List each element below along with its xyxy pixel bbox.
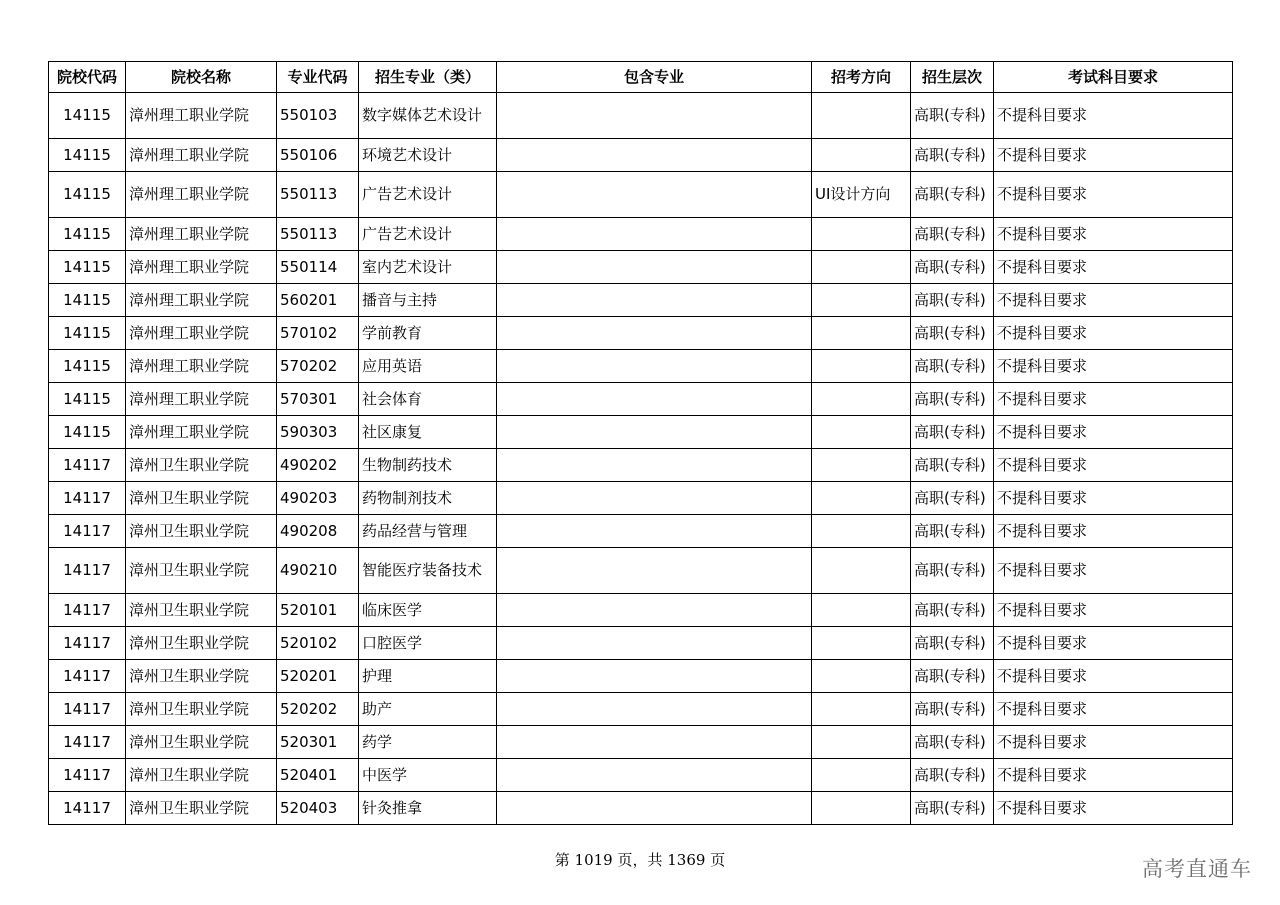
cell-included-majors: [497, 93, 812, 139]
cell-school-code: 14115: [49, 383, 126, 416]
table-row: [49, 449, 1233, 482]
cell-major: 口腔医学: [359, 627, 497, 660]
cell-major: 临床医学: [359, 594, 497, 627]
cell-major: 针灸推拿: [359, 792, 497, 825]
cell-subject-requirement: 不提科目要求: [994, 726, 1233, 759]
cell-subject-requirement: 不提科目要求: [994, 594, 1233, 627]
cell-subject-requirement: 不提科目要求: [994, 383, 1233, 416]
cell-major-code: 490203: [277, 482, 359, 515]
cell-major-code: 590303: [277, 416, 359, 449]
table-row: [49, 792, 1233, 825]
cell-school-code: 14115: [49, 251, 126, 284]
cell-major-code: 520101: [277, 594, 359, 627]
cell-school-code: 14117: [49, 515, 126, 548]
cell-major-code: 520102: [277, 627, 359, 660]
cell-direction: [812, 759, 911, 792]
cell-subject-requirement: 不提科目要求: [994, 449, 1233, 482]
cell-subject-requirement: 不提科目要求: [994, 627, 1233, 660]
table-body: [49, 93, 1233, 825]
cell-level: 高职(专科): [911, 548, 994, 594]
cell-included-majors: [497, 139, 812, 172]
cell-direction: [812, 515, 911, 548]
cell-school-code: 14117: [49, 449, 126, 482]
header-major-code: 专业代码: [277, 62, 359, 93]
cell-major: 生物制药技术: [359, 449, 497, 482]
cell-included-majors: [497, 726, 812, 759]
table-row: [49, 627, 1233, 660]
table-row: [49, 284, 1233, 317]
cell-direction: [812, 726, 911, 759]
cell-direction: [812, 693, 911, 726]
cell-direction: [812, 627, 911, 660]
cell-included-majors: [497, 172, 812, 218]
table-row: [49, 172, 1233, 218]
cell-level: 高职(专科): [911, 726, 994, 759]
cell-school-code: 14115: [49, 317, 126, 350]
cell-major: 播音与主持: [359, 284, 497, 317]
header-included-majors: 包含专业: [497, 62, 812, 93]
cell-school-name: 漳州卫生职业学院: [126, 594, 277, 627]
cell-included-majors: [497, 515, 812, 548]
cell-major-code: 520201: [277, 660, 359, 693]
cell-school-code: 14117: [49, 482, 126, 515]
cell-included-majors: [497, 594, 812, 627]
header-school-name: 院校名称: [126, 62, 277, 93]
cell-school-code: 14117: [49, 594, 126, 627]
cell-included-majors: [497, 317, 812, 350]
cell-direction: [812, 284, 911, 317]
table-row: [49, 482, 1233, 515]
cell-major-code: 560201: [277, 284, 359, 317]
cell-school-name: 漳州卫生职业学院: [126, 515, 277, 548]
cell-included-majors: [497, 759, 812, 792]
cell-major: 室内艺术设计: [359, 251, 497, 284]
cell-subject-requirement: 不提科目要求: [994, 317, 1233, 350]
table-row: [49, 218, 1233, 251]
table-row: [49, 317, 1233, 350]
cell-level: 高职(专科): [911, 251, 994, 284]
cell-level: 高职(专科): [911, 139, 994, 172]
cell-direction: [812, 251, 911, 284]
cell-major: 助产: [359, 693, 497, 726]
table-row: [49, 383, 1233, 416]
cell-school-code: 14117: [49, 759, 126, 792]
cell-major-code: 520401: [277, 759, 359, 792]
cell-level: 高职(专科): [911, 759, 994, 792]
cell-school-code: 14117: [49, 693, 126, 726]
cell-level: 高职(专科): [911, 93, 994, 139]
cell-school-code: 14115: [49, 350, 126, 383]
cell-school-name: 漳州卫生职业学院: [126, 726, 277, 759]
cell-included-majors: [497, 449, 812, 482]
cell-school-code: 14115: [49, 139, 126, 172]
cell-direction: [812, 482, 911, 515]
cell-major-code: 490208: [277, 515, 359, 548]
cell-school-code: 14115: [49, 93, 126, 139]
header-level: 招生层次: [911, 62, 994, 93]
cell-major: 社区康复: [359, 416, 497, 449]
cell-level: 高职(专科): [911, 350, 994, 383]
cell-major: 学前教育: [359, 317, 497, 350]
cell-major: 中医学: [359, 759, 497, 792]
cell-subject-requirement: 不提科目要求: [994, 515, 1233, 548]
cell-level: 高职(专科): [911, 627, 994, 660]
cell-school-name: 漳州卫生职业学院: [126, 660, 277, 693]
cell-school-name: 漳州卫生职业学院: [126, 449, 277, 482]
cell-included-majors: [497, 693, 812, 726]
cell-subject-requirement: 不提科目要求: [994, 284, 1233, 317]
cell-direction: [812, 416, 911, 449]
cell-school-name: 漳州理工职业学院: [126, 416, 277, 449]
cell-school-code: 14115: [49, 416, 126, 449]
cell-level: 高职(专科): [911, 284, 994, 317]
cell-school-code: 14115: [49, 284, 126, 317]
table-row: [49, 660, 1233, 693]
cell-direction: [812, 317, 911, 350]
table-row: [49, 251, 1233, 284]
cell-major: 药品经营与管理: [359, 515, 497, 548]
cell-school-name: 漳州卫生职业学院: [126, 482, 277, 515]
cell-school-name: 漳州理工职业学院: [126, 218, 277, 251]
cell-school-name: 漳州卫生职业学院: [126, 792, 277, 825]
cell-school-name: 漳州理工职业学院: [126, 172, 277, 218]
cell-direction: [812, 660, 911, 693]
cell-included-majors: [497, 792, 812, 825]
cell-major-code: 520202: [277, 693, 359, 726]
cell-level: 高职(专科): [911, 693, 994, 726]
cell-direction: [812, 350, 911, 383]
cell-school-name: 漳州卫生职业学院: [126, 627, 277, 660]
cell-included-majors: [497, 251, 812, 284]
cell-school-name: 漳州理工职业学院: [126, 317, 277, 350]
cell-direction: [812, 139, 911, 172]
cell-direction: [812, 594, 911, 627]
table-row: [49, 693, 1233, 726]
cell-level: 高职(专科): [911, 594, 994, 627]
cell-school-code: 14115: [49, 172, 126, 218]
cell-school-code: 14115: [49, 218, 126, 251]
cell-major-code: 550114: [277, 251, 359, 284]
cell-direction: [812, 383, 911, 416]
cell-school-name: 漳州理工职业学院: [126, 93, 277, 139]
cell-major-code: 550103: [277, 93, 359, 139]
cell-included-majors: [497, 482, 812, 515]
cell-direction: [812, 548, 911, 594]
cell-subject-requirement: 不提科目要求: [994, 251, 1233, 284]
cell-level: 高职(专科): [911, 383, 994, 416]
cell-school-name: 漳州理工职业学院: [126, 350, 277, 383]
cell-level: 高职(专科): [911, 515, 994, 548]
cell-major-code: 490202: [277, 449, 359, 482]
cell-major: 药学: [359, 726, 497, 759]
cell-major: 应用英语: [359, 350, 497, 383]
cell-level: 高职(专科): [911, 449, 994, 482]
header-school-code: 院校代码: [49, 62, 126, 93]
watermark-logo: 高考直通车: [1142, 857, 1252, 881]
cell-major: 社会体育: [359, 383, 497, 416]
cell-major: 智能医疗装备技术: [359, 548, 497, 594]
cell-major-code: 520301: [277, 726, 359, 759]
cell-included-majors: [497, 350, 812, 383]
cell-major-code: 550113: [277, 172, 359, 218]
cell-major-code: 550106: [277, 139, 359, 172]
cell-school-name: 漳州理工职业学院: [126, 284, 277, 317]
cell-direction: [812, 93, 911, 139]
cell-school-code: 14117: [49, 792, 126, 825]
table-row: [49, 416, 1233, 449]
cell-major-code: 570202: [277, 350, 359, 383]
table-row: [49, 594, 1233, 627]
cell-included-majors: [497, 416, 812, 449]
cell-school-code: 14117: [49, 726, 126, 759]
header-major: 招生专业（类）: [359, 62, 497, 93]
cell-school-name: 漳州理工职业学院: [126, 383, 277, 416]
cell-subject-requirement: 不提科目要求: [994, 139, 1233, 172]
cell-major-code: 490210: [277, 548, 359, 594]
cell-major: 药物制剂技术: [359, 482, 497, 515]
table-row: [49, 350, 1233, 383]
cell-included-majors: [497, 218, 812, 251]
cell-school-name: 漳州理工职业学院: [126, 139, 277, 172]
cell-major: 数字媒体艺术设计: [359, 93, 497, 139]
table-row: [49, 93, 1233, 139]
table-row: [49, 515, 1233, 548]
cell-school-name: 漳州卫生职业学院: [126, 693, 277, 726]
cell-subject-requirement: 不提科目要求: [994, 792, 1233, 825]
cell-subject-requirement: 不提科目要求: [994, 218, 1233, 251]
cell-subject-requirement: 不提科目要求: [994, 350, 1233, 383]
table-row: [49, 726, 1233, 759]
cell-subject-requirement: 不提科目要求: [994, 693, 1233, 726]
cell-direction: [812, 218, 911, 251]
cell-major-code: 550113: [277, 218, 359, 251]
page-number: 第 1019 页，共 1369 页: [554, 851, 726, 869]
header-subject-requirement: 考试科目要求: [994, 62, 1233, 93]
cell-subject-requirement: 不提科目要求: [994, 172, 1233, 218]
cell-direction: [812, 792, 911, 825]
cell-school-name: 漳州卫生职业学院: [126, 548, 277, 594]
cell-level: 高职(专科): [911, 660, 994, 693]
cell-level: 高职(专科): [911, 317, 994, 350]
cell-level: 高职(专科): [911, 172, 994, 218]
cell-major: 护理: [359, 660, 497, 693]
cell-school-code: 14117: [49, 548, 126, 594]
cell-major: 环境艺术设计: [359, 139, 497, 172]
cell-level: 高职(专科): [911, 416, 994, 449]
cell-included-majors: [497, 284, 812, 317]
cell-direction: [812, 449, 911, 482]
cell-subject-requirement: 不提科目要求: [994, 93, 1233, 139]
cell-included-majors: [497, 660, 812, 693]
cell-major: 广告艺术设计: [359, 218, 497, 251]
cell-school-code: 14117: [49, 660, 126, 693]
cell-school-name: 漳州理工职业学院: [126, 251, 277, 284]
cell-subject-requirement: 不提科目要求: [994, 759, 1233, 792]
cell-subject-requirement: 不提科目要求: [994, 660, 1233, 693]
cell-direction: UI设计方向: [812, 172, 911, 218]
cell-included-majors: [497, 548, 812, 594]
cell-subject-requirement: 不提科目要求: [994, 482, 1233, 515]
table-header-row: [49, 62, 1233, 93]
cell-major: 广告艺术设计: [359, 172, 497, 218]
cell-school-code: 14117: [49, 627, 126, 660]
cell-school-name: 漳州卫生职业学院: [126, 759, 277, 792]
cell-included-majors: [497, 383, 812, 416]
cell-level: 高职(专科): [911, 792, 994, 825]
cell-level: 高职(专科): [911, 218, 994, 251]
cell-level: 高职(专科): [911, 482, 994, 515]
cell-major-code: 520403: [277, 792, 359, 825]
cell-major-code: 570301: [277, 383, 359, 416]
table-row: [49, 759, 1233, 792]
table-row: [49, 139, 1233, 172]
table-row: [49, 548, 1233, 594]
cell-included-majors: [497, 627, 812, 660]
cell-subject-requirement: 不提科目要求: [994, 548, 1233, 594]
header-direction: 招考方向: [812, 62, 911, 93]
cell-subject-requirement: 不提科目要求: [994, 416, 1233, 449]
admissions-table: [48, 61, 1233, 825]
cell-major-code: 570102: [277, 317, 359, 350]
